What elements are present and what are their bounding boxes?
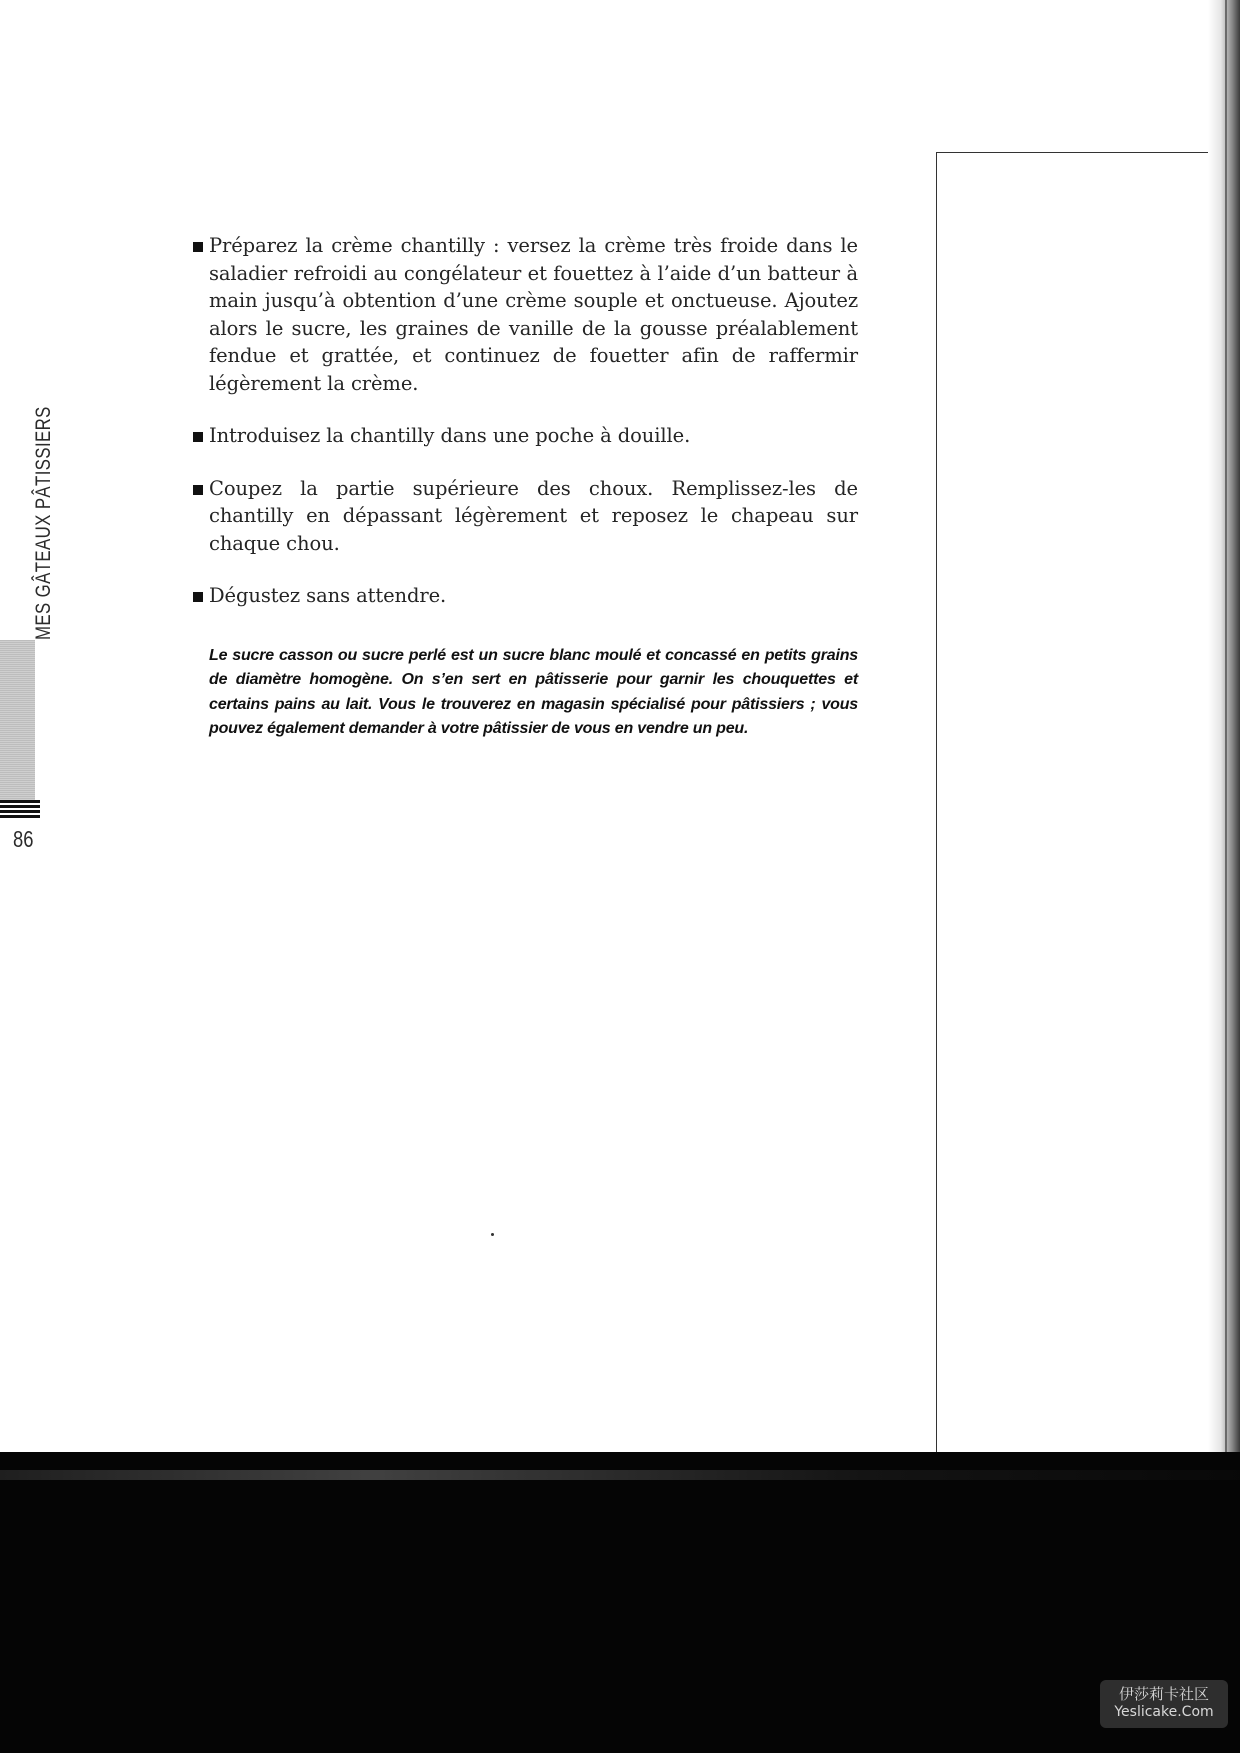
step-text: Introduisez la chantilly dans une poche à douille. — [209, 424, 691, 447]
watermark-en: Yeslicake.Com — [1114, 1704, 1214, 1720]
facing-page-frame — [936, 152, 1217, 1453]
step-text: Préparez la crème chantilly : versez la crème très froide dans le saladier refroidi au congélateur et fouettez à l’aide d’un batteur à main jusqu’à obtention d’une crème souple et onctueuse. Ajoutez alors le sucre, les graines de vanille de la gousse préalablement fendue et grattée, et continuez de fouetter afin de raffermir légèrement la crème. — [209, 234, 858, 395]
side-band-blank — [0, 425, 35, 640]
scan-speck — [491, 1233, 494, 1236]
watermark — [1100, 1680, 1228, 1728]
spine-line — [1225, 0, 1227, 1480]
step-text: Dégustez sans attendre. — [209, 584, 447, 607]
page-edge — [0, 1470, 1240, 1480]
step-item — [193, 232, 858, 397]
page-number: 86 — [13, 826, 34, 852]
square-bullet-icon — [193, 242, 203, 252]
square-bullet-icon — [193, 432, 203, 442]
step-item — [193, 422, 858, 450]
square-bullet-icon — [193, 592, 203, 602]
tip-note: Le sucre casson ou sucre perlé est un sucre blanc moulé et concassé en petits grains de diamètre homogène. On s’en sert en pâtisserie pour garnir les chouquettes et certains pains au lait. Vous le trouverez en magasin spécialisé pour pâtissiers ; vous pouvez également demander à votre pâtissier de vous en vendre un peu. — [209, 646, 858, 737]
scan-background — [0, 1452, 1240, 1753]
square-bullet-icon — [193, 485, 203, 495]
watermark-cn: 伊莎莉卡社区 — [1118, 1685, 1209, 1703]
step-item — [193, 582, 858, 610]
step-item — [193, 475, 858, 558]
recipe-steps — [193, 232, 858, 742]
running-title: MES GÂTEAUX PÂTISSIERS — [32, 406, 55, 640]
step-text: Coupez la partie supérieure des choux. Remplissez-les de chantilly en dépassant légèrement et reposez le chapeau sur chaque chou. — [209, 476, 858, 555]
page-number-stripes — [0, 800, 40, 820]
